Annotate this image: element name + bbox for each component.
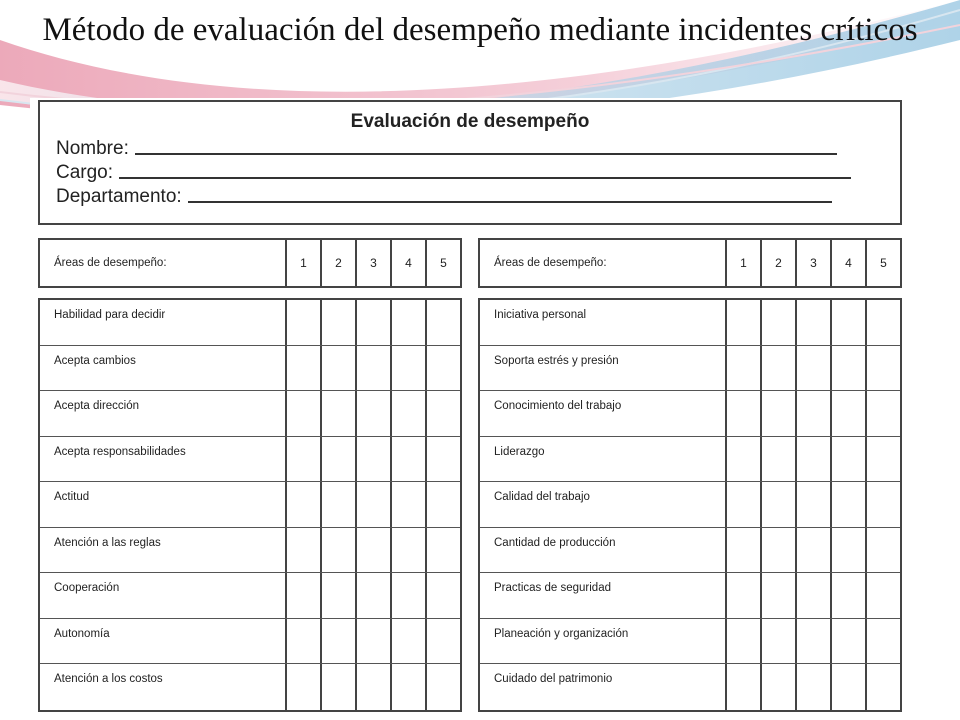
rating-cell[interactable]	[725, 391, 760, 436]
rating-cell[interactable]	[390, 619, 425, 664]
department-blank-line	[188, 201, 832, 203]
rating-cell[interactable]	[760, 664, 795, 710]
rating-cell[interactable]	[795, 346, 830, 391]
rating-cell[interactable]	[725, 528, 760, 573]
rating-cell[interactable]	[865, 528, 900, 573]
table-row	[480, 528, 900, 574]
name-field	[56, 136, 837, 160]
area-name: Acepta responsabilidades	[54, 445, 186, 458]
table-row	[40, 346, 460, 392]
table-row	[40, 437, 460, 483]
rating-cell[interactable]	[390, 346, 425, 391]
rating-cell[interactable]	[425, 300, 460, 345]
right-scale-header	[478, 238, 902, 288]
table-row	[40, 573, 460, 619]
scale-3: 3	[355, 240, 390, 286]
rating-cell[interactable]	[285, 391, 320, 436]
name-blank-line	[135, 153, 837, 155]
rating-cell[interactable]	[390, 391, 425, 436]
rating-cell[interactable]	[760, 573, 795, 618]
rating-cell[interactable]	[320, 346, 355, 391]
rating-cell[interactable]	[795, 528, 830, 573]
rating-cell[interactable]	[795, 300, 830, 345]
rating-cell[interactable]	[285, 528, 320, 573]
area-name: Soporta estrés y presión	[494, 354, 619, 367]
rating-cell[interactable]	[390, 528, 425, 573]
rating-cell[interactable]	[830, 391, 865, 436]
table-row	[480, 437, 900, 483]
scale-3: 3	[795, 240, 830, 286]
scale-1: 1	[285, 240, 320, 286]
rating-cell[interactable]	[390, 482, 425, 527]
rating-cell[interactable]	[320, 482, 355, 527]
table-row	[40, 619, 460, 665]
rating-cell[interactable]	[865, 482, 900, 527]
rating-cell[interactable]	[795, 664, 830, 710]
scale-1: 1	[725, 240, 760, 286]
table-row	[40, 300, 460, 346]
area-name: Liderazgo	[494, 445, 545, 458]
area-name: Cuidado del patrimonio	[494, 673, 613, 685]
name-label: Nombre:	[56, 138, 129, 159]
slide-title: Método de evaluación del desempeño mediante incidentes críticos	[42, 12, 918, 48]
rating-cell[interactable]	[760, 482, 795, 527]
evaluation-form	[30, 98, 910, 720]
rating-cell[interactable]	[795, 573, 830, 618]
rating-cell[interactable]	[285, 619, 320, 664]
rating-cell[interactable]	[390, 573, 425, 618]
scale-5: 5	[865, 240, 900, 286]
cargo-label: Cargo:	[56, 162, 114, 183]
rating-cell[interactable]	[390, 664, 425, 710]
area-name: Conocimiento del trabajo	[494, 400, 622, 412]
table-row	[480, 573, 900, 619]
rating-cell[interactable]	[830, 619, 865, 664]
rating-cell[interactable]	[285, 437, 320, 482]
rating-cell[interactable]	[320, 300, 355, 345]
rating-cell[interactable]	[320, 619, 355, 664]
table-row	[480, 346, 900, 392]
department-label: Departamento:	[56, 186, 182, 207]
area-name: Autonomía	[54, 627, 110, 640]
rating-cell[interactable]	[725, 664, 760, 710]
right-areas-table	[478, 298, 902, 712]
rating-cell[interactable]	[320, 391, 355, 436]
table-row	[40, 482, 460, 528]
rating-cell[interactable]	[760, 528, 795, 573]
area-name: Practicas de seguridad	[494, 582, 611, 594]
rating-cell[interactable]	[355, 346, 390, 391]
rating-cell[interactable]	[830, 482, 865, 527]
rating-cell[interactable]	[830, 573, 865, 618]
scale-2: 2	[320, 240, 355, 286]
rating-cell[interactable]	[320, 437, 355, 482]
rating-cell[interactable]	[795, 619, 830, 664]
rating-cell[interactable]	[725, 482, 760, 527]
rating-cell[interactable]	[865, 664, 900, 710]
form-title: Evaluación de desempeño	[350, 111, 590, 132]
rating-cell[interactable]	[865, 391, 900, 436]
rating-cell[interactable]	[285, 482, 320, 527]
table-row	[480, 391, 900, 437]
rating-cell[interactable]	[425, 391, 460, 436]
rating-cell[interactable]	[865, 346, 900, 391]
left-areas-table	[38, 298, 462, 712]
rating-cell[interactable]	[795, 482, 830, 527]
rating-cell[interactable]	[320, 573, 355, 618]
left-scale-header	[38, 238, 462, 288]
rating-cell[interactable]	[355, 619, 390, 664]
rating-cell[interactable]	[285, 346, 320, 391]
rating-cell[interactable]	[355, 482, 390, 527]
rating-cell[interactable]	[355, 300, 390, 345]
rating-cell[interactable]	[390, 437, 425, 482]
rating-cell[interactable]	[425, 346, 460, 391]
area-name: Acepta cambios	[54, 354, 136, 367]
rating-cell[interactable]	[830, 528, 865, 573]
area-name: Acepta dirección	[54, 400, 140, 412]
scale-4: 4	[390, 240, 425, 286]
area-name: Cantidad de producción	[494, 536, 616, 549]
rating-cell[interactable]	[725, 619, 760, 664]
area-name: Atención a los costos	[54, 673, 163, 685]
table-row	[40, 528, 460, 574]
rating-cell[interactable]	[355, 391, 390, 436]
rating-cell[interactable]	[355, 528, 390, 573]
rating-cell[interactable]	[320, 528, 355, 573]
table-row	[40, 664, 460, 710]
form-header	[38, 100, 902, 225]
rating-cell[interactable]	[725, 346, 760, 391]
rating-cell[interactable]	[725, 573, 760, 618]
rating-cell[interactable]	[865, 300, 900, 345]
table-row	[40, 391, 460, 437]
rating-cell[interactable]	[285, 300, 320, 345]
rating-cell[interactable]	[830, 437, 865, 482]
area-name: Atención a las reglas	[54, 536, 161, 549]
area-name: Actitud	[54, 491, 90, 503]
rating-cell[interactable]	[285, 664, 320, 710]
rating-cell[interactable]	[830, 346, 865, 391]
scale-label: Áreas de desempeño:	[54, 257, 167, 269]
rating-cell[interactable]	[760, 346, 795, 391]
rating-cell[interactable]	[865, 437, 900, 482]
area-name: Cooperación	[54, 582, 120, 594]
rating-cell[interactable]	[425, 528, 460, 573]
table-row	[480, 619, 900, 665]
rating-cell[interactable]	[320, 664, 355, 710]
rating-cell[interactable]	[355, 437, 390, 482]
area-name: Iniciativa personal	[494, 309, 587, 321]
rating-cell[interactable]	[795, 391, 830, 436]
rating-cell[interactable]	[725, 300, 760, 345]
rating-cell[interactable]	[425, 437, 460, 482]
cargo-blank-line	[119, 177, 851, 179]
rating-cell[interactable]	[425, 482, 460, 527]
rating-cell[interactable]	[390, 300, 425, 345]
rating-cell[interactable]	[355, 664, 390, 710]
rating-cell[interactable]	[865, 619, 900, 664]
table-row	[480, 664, 900, 710]
rating-cell[interactable]	[795, 437, 830, 482]
rating-cell[interactable]	[760, 437, 795, 482]
rating-cell[interactable]	[830, 300, 865, 345]
rating-cell[interactable]	[760, 300, 795, 345]
rating-cell[interactable]	[725, 437, 760, 482]
scale-5: 5	[425, 240, 460, 286]
area-name: Calidad del trabajo	[494, 491, 590, 503]
cargo-field	[56, 160, 851, 184]
table-row	[480, 300, 900, 346]
area-name: Habilidad para decidir	[54, 309, 166, 321]
department-field	[56, 184, 832, 208]
rating-cell[interactable]	[425, 664, 460, 710]
rating-cell[interactable]	[285, 573, 320, 618]
rating-cell[interactable]	[865, 573, 900, 618]
rating-cell[interactable]	[425, 573, 460, 618]
table-row	[480, 482, 900, 528]
rating-cell[interactable]	[760, 391, 795, 436]
scale-2: 2	[760, 240, 795, 286]
rating-cell[interactable]	[355, 573, 390, 618]
area-name: Planeación y organización	[494, 627, 629, 640]
rating-cell[interactable]	[425, 619, 460, 664]
scale-label: Áreas de desempeño:	[494, 257, 607, 269]
rating-cell[interactable]	[830, 664, 865, 710]
scale-4: 4	[830, 240, 865, 286]
rating-cell[interactable]	[760, 619, 795, 664]
